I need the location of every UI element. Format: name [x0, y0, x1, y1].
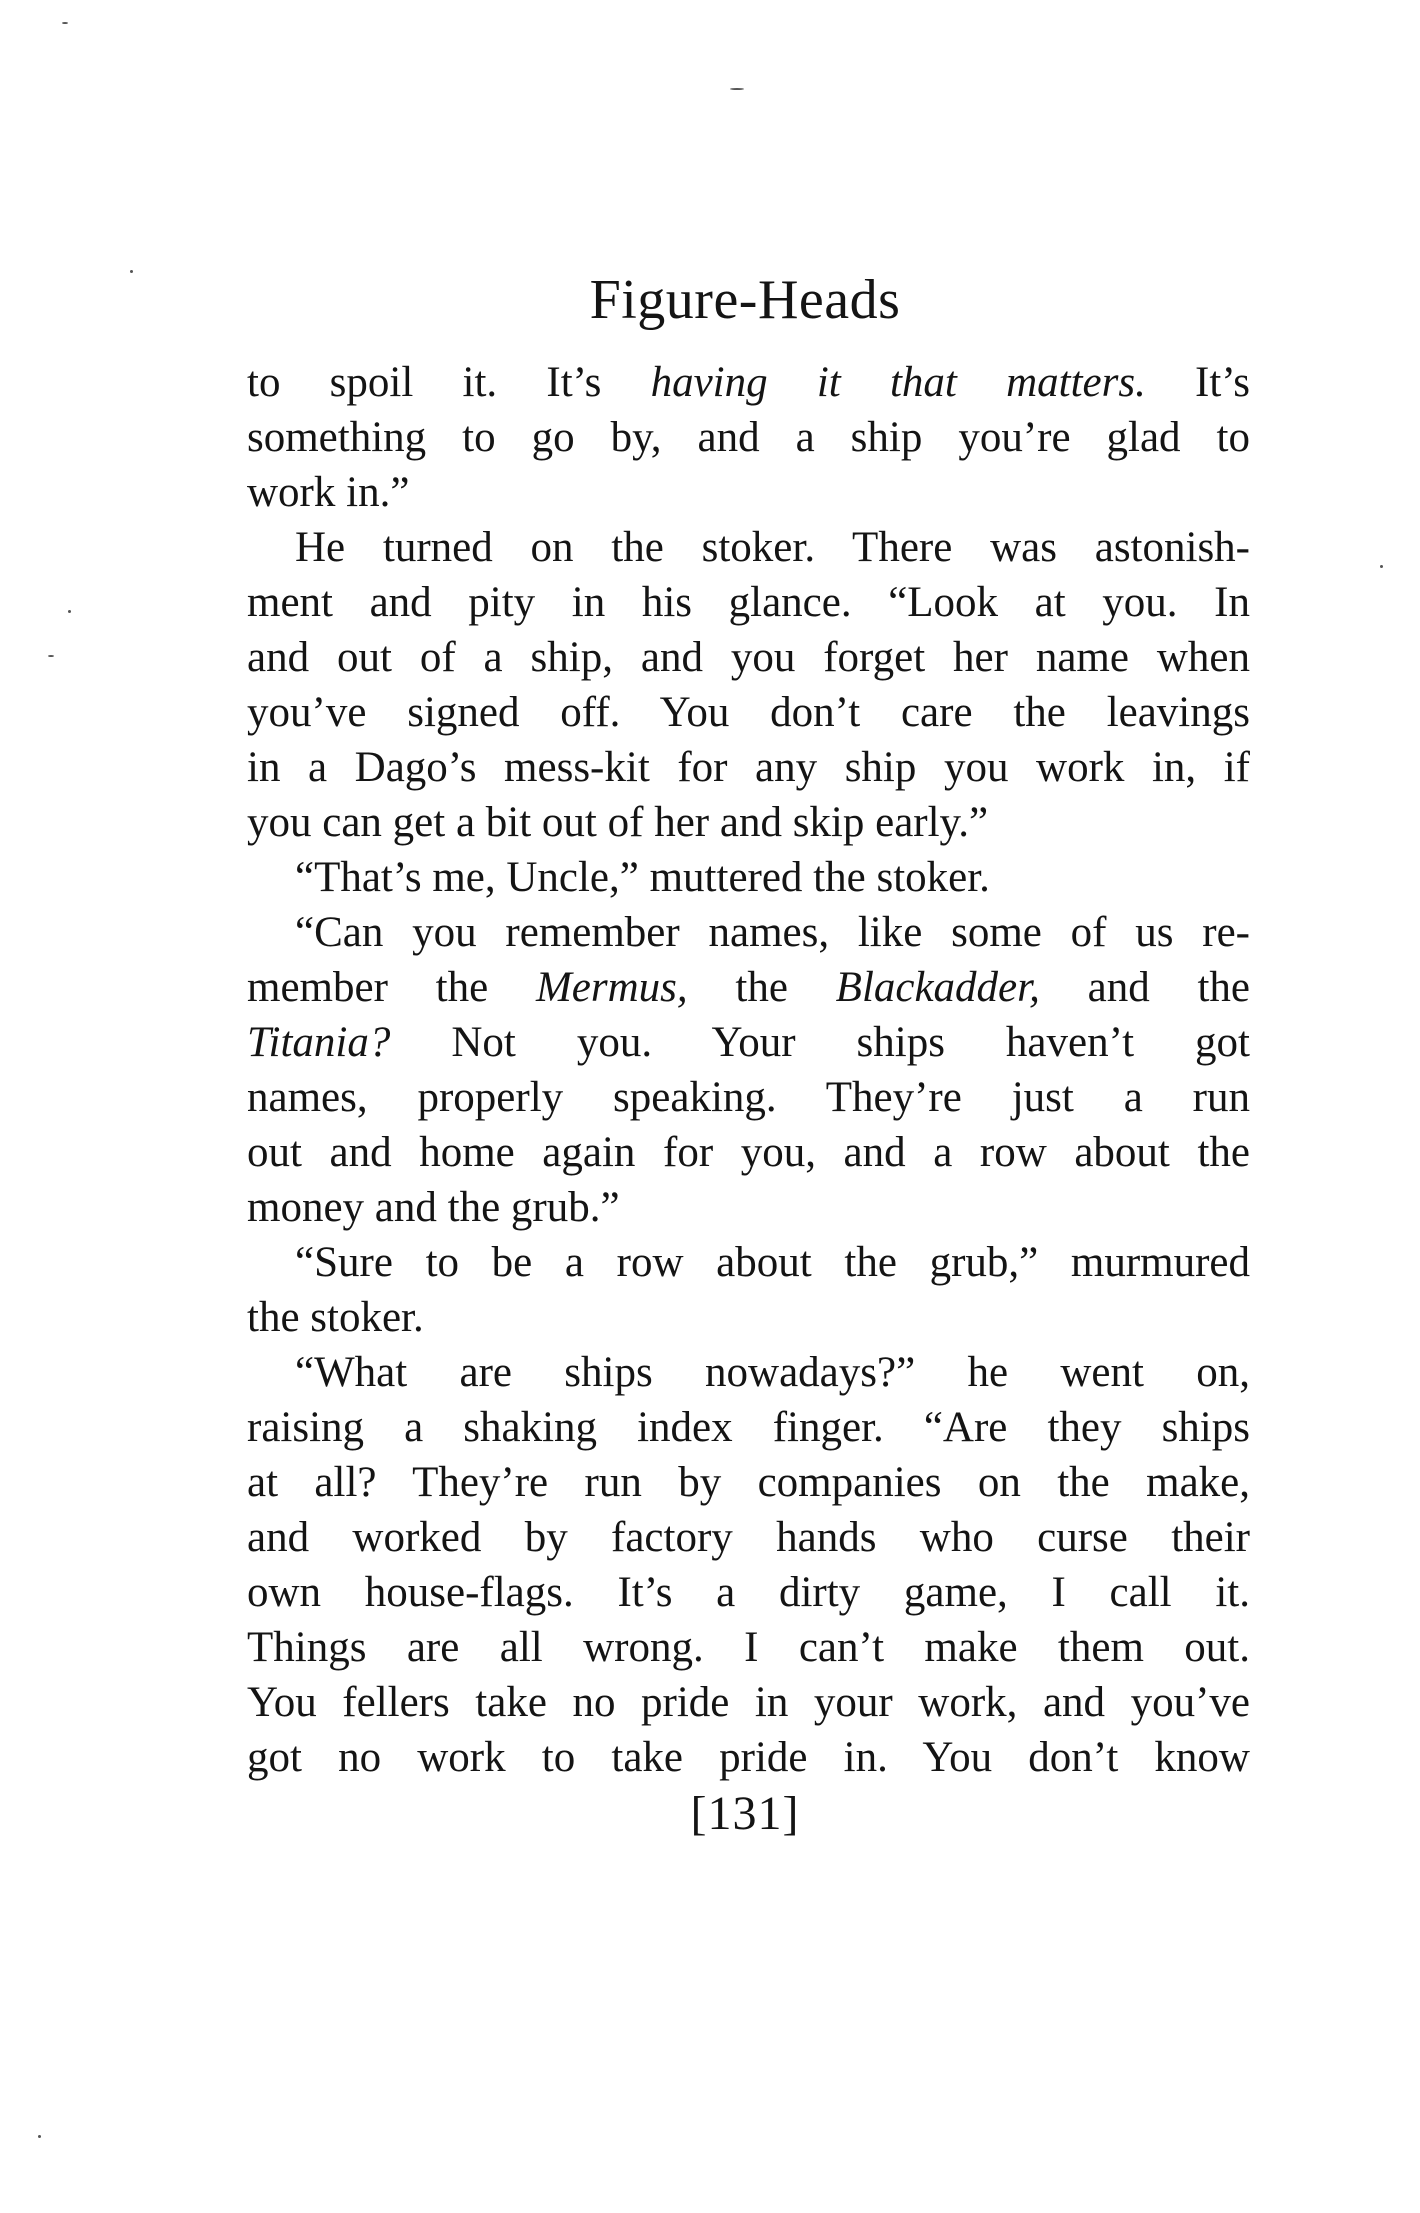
italic-text: Blackadder,: [835, 964, 1040, 1011]
text-segment: money and the grub.”: [247, 1184, 620, 1231]
text-segment: work in.”: [247, 469, 410, 516]
text-line: [247, 850, 1250, 905]
text-segment: “That’s me, Uncle,” muttered the stoker.: [295, 854, 990, 901]
text-segment: in a Dago’s mess-kit for any ship you work in, if: [247, 744, 1250, 791]
text-segment: names, properly speaking. They’re just a run: [247, 1074, 1250, 1121]
text-line: [247, 1125, 1250, 1180]
text-segment: Things are all wrong. I can’t make them out.: [247, 1624, 1250, 1671]
text-segment: at all? They’re run by companies on the make,: [247, 1459, 1250, 1506]
scan-speck: [130, 270, 133, 273]
text-line: [247, 1675, 1250, 1730]
text-segment: got no work to take pride in. You don’t know: [247, 1734, 1250, 1781]
text-line: [247, 1015, 1250, 1070]
body-text: [247, 355, 1250, 1785]
text-segment: “What are ships nowadays?” he went on,: [295, 1349, 1250, 1396]
text-segment: the: [687, 964, 836, 1011]
scan-speck: [48, 655, 54, 657]
text-line: [247, 960, 1250, 1015]
text-line: [247, 520, 1250, 575]
scan-speck: [730, 88, 744, 90]
scan-speck: [62, 22, 68, 24]
text-line: [247, 575, 1250, 630]
running-head: Figure-Heads: [589, 269, 901, 331]
text-line: [247, 355, 1250, 410]
text-segment: something to go by, and a ship you’re glad to: [247, 414, 1250, 461]
text-segment: member the: [247, 964, 536, 1011]
text-segment: and worked by factory hands who curse their: [247, 1514, 1250, 1561]
text-line: [247, 1070, 1250, 1125]
text-segment: you can get a bit out of her and skip early.”: [247, 799, 989, 846]
text-line: [247, 1235, 1250, 1290]
scan-speck: [38, 2135, 41, 2138]
italic-text: Titania?: [247, 1019, 391, 1066]
text-line: [247, 1730, 1250, 1785]
text-line: [247, 1455, 1250, 1510]
text-segment: He turned on the stoker. There was astonish-: [295, 524, 1250, 571]
text-line: [247, 740, 1250, 795]
text-segment: It’s: [1145, 359, 1250, 406]
text-segment: and the: [1039, 964, 1250, 1011]
text-segment: ment and pity in his glance. “Look at you. In: [247, 579, 1250, 626]
page-number: [131]: [690, 1787, 800, 1840]
text-segment: and out of a ship, and you forget her name when: [247, 634, 1250, 681]
text-line: [247, 1345, 1250, 1400]
text-line: [247, 1290, 1250, 1345]
text-segment: own house-flags. It’s a dirty game, I call it.: [247, 1569, 1250, 1616]
scan-speck: [1380, 565, 1383, 568]
text-segment: to spoil it. It’s: [247, 359, 651, 406]
text-segment: out and home again for you, and a row about the: [247, 1129, 1250, 1176]
text-segment: Not you. Your ships haven’t got: [390, 1019, 1250, 1066]
text-segment: “Sure to be a row about the grub,” murmured: [295, 1239, 1250, 1286]
text-line: [247, 1400, 1250, 1455]
text-segment: raising a shaking index finger. “Are they ships: [247, 1404, 1250, 1451]
text-line: [247, 1180, 1250, 1235]
text-line: [247, 795, 1250, 850]
text-line: [247, 685, 1250, 740]
italic-text: Mermus,: [535, 964, 688, 1011]
text-line: [247, 1565, 1250, 1620]
scan-speck: [68, 610, 71, 613]
text-line: [247, 410, 1250, 465]
text-segment: the stoker.: [247, 1294, 424, 1341]
text-line: [247, 1620, 1250, 1675]
text-segment: you’ve signed off. You don’t care the leavings: [247, 689, 1250, 736]
text-segment: You fellers take no pride in your work, and you’ve: [247, 1679, 1250, 1726]
text-line: [247, 905, 1250, 960]
text-line: [247, 465, 1250, 520]
text-line: [247, 630, 1250, 685]
italic-text: having it that matters.: [650, 359, 1146, 406]
text-line: [247, 1510, 1250, 1565]
text-segment: “Can you remember names, like some of us re-: [295, 909, 1250, 956]
